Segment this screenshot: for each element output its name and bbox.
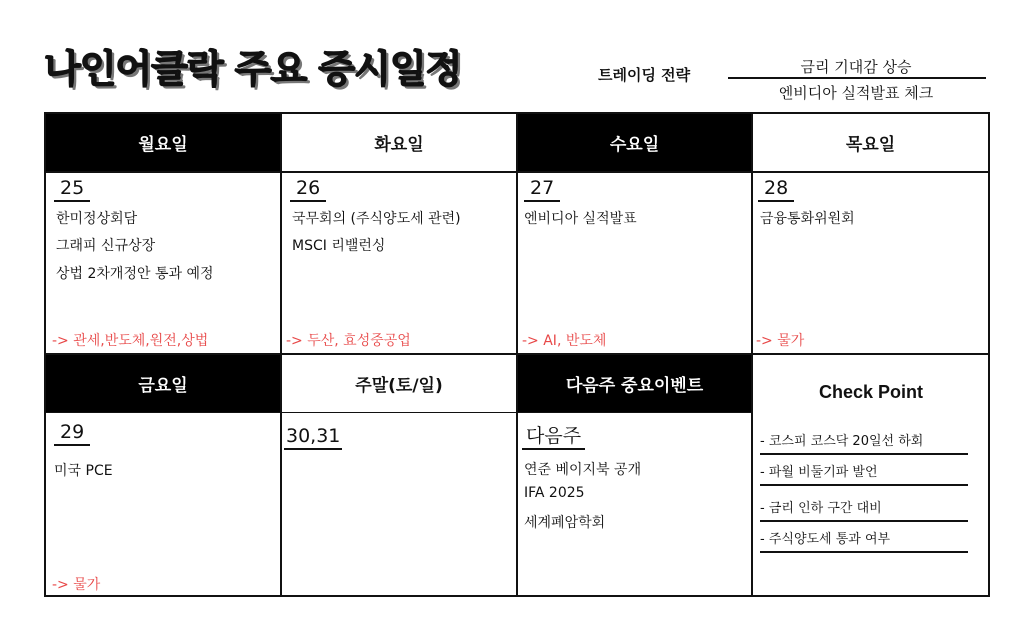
date-weekend: 30,31 (284, 424, 342, 450)
date-next-week: 다음주 (522, 424, 585, 450)
event-item: 상법 2차개정안 통과 예정 (56, 266, 214, 282)
event-item: 연준 베이지북 공개 (524, 462, 642, 478)
event-item: 금융통화위원회 (760, 211, 855, 227)
header-monday: 월요일 (46, 114, 280, 171)
schedule-grid (44, 112, 990, 597)
event-item: 국무회의 (주식양도세 관련) (292, 211, 461, 227)
event-item: IFA 2025 (524, 485, 585, 501)
sector-note: -> 두산, 효성중공업 (286, 333, 411, 349)
event-item: 세계폐암학회 (524, 515, 606, 531)
strategy-label: 트레이딩 전략 (598, 66, 691, 84)
date-wednesday: 27 (524, 176, 560, 202)
event-item: 미국 PCE (54, 463, 113, 479)
grid-divider (46, 171, 988, 173)
header-thursday: 목요일 (753, 114, 988, 171)
sector-note: -> 물가 (756, 333, 805, 349)
check-point-item: - 코스피 코스닥 20일선 하회 (760, 430, 968, 455)
check-point-title: Check Point (818, 382, 924, 402)
strategy-divider (728, 77, 986, 79)
date-monday: 25 (54, 176, 90, 202)
check-point-item: - 주식양도세 통과 여부 (760, 528, 968, 553)
sector-note: -> 관세,반도체,원전,상법 (52, 333, 209, 349)
event-item: MSCI 리밸런싱 (292, 238, 386, 254)
header-tuesday: 화요일 (282, 114, 516, 171)
header-weekend: 주말(토/일) (282, 355, 516, 412)
sector-note: -> 물가 (52, 577, 101, 593)
strategy-line-1: 금리 기대감 상승 (800, 58, 912, 76)
header-friday: 금요일 (46, 355, 280, 412)
date-thursday: 28 (758, 176, 794, 202)
event-item: 엔비디아 실적발표 (524, 211, 637, 227)
date-friday: 29 (54, 420, 90, 446)
sector-note: -> AI, 반도체 (522, 333, 607, 349)
strategy-line-2: 엔비디아 실적발표 체크 (778, 84, 934, 102)
check-point-item: - 금리 인하 구간 대비 (760, 497, 968, 522)
event-item: 그래피 신규상장 (56, 238, 156, 254)
event-item: 한미정상회담 (56, 211, 138, 227)
date-tuesday: 26 (290, 176, 326, 202)
check-point-item: - 파월 비둘기파 발언 (760, 461, 968, 486)
header-wednesday: 수요일 (518, 114, 751, 171)
page-title: 나인어클락 주요 증시일정 (44, 47, 462, 91)
header-next-week: 다음주 중요이벤트 (518, 355, 751, 412)
